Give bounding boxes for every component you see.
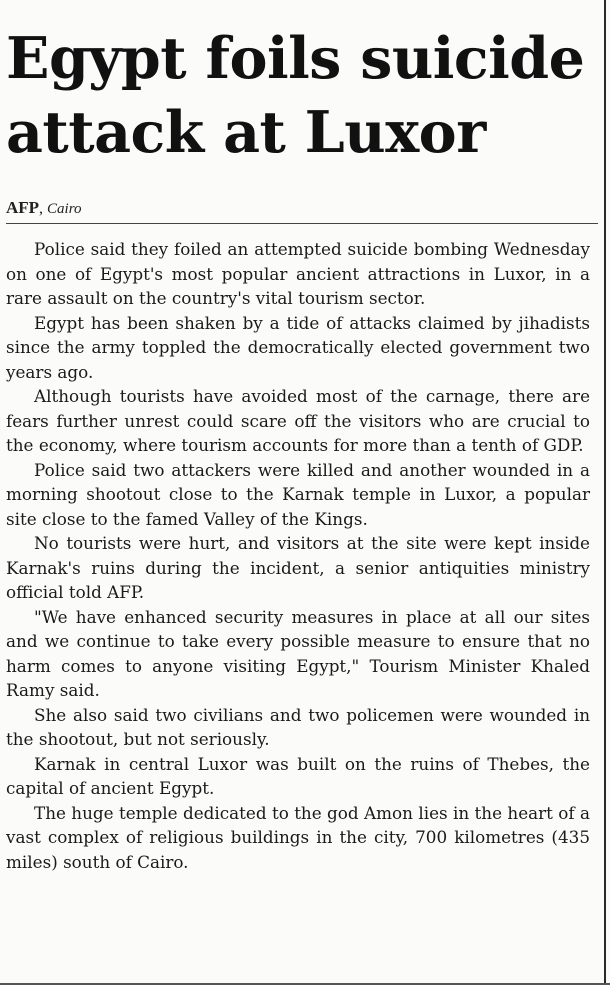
- headline: [6, 22, 596, 170]
- paragraph: Police said they foiled an attempted suicide bombing Wednesday on one of Egypt's most popular ancient attractions in Luxor, in a rare assault on the country's vital tourism sector.: [6, 239, 590, 308]
- byline: [6, 198, 82, 219]
- column-rule: [604, 0, 606, 985]
- byline-dateline: Cairo: [47, 201, 82, 217]
- paragraph: She also said two civilians and two policemen were wounded in the shootout, but not seriously.: [6, 704, 590, 749]
- article-body: [6, 237, 590, 874]
- byline-agency: AFP: [6, 198, 40, 217]
- byline-divider: [6, 223, 598, 224]
- byline-separator: ,: [39, 200, 48, 217]
- paragraph: No tourists were hurt, and visitors at the site were kept inside Karnak's ruins during the incident, a senior antiquities ministry official told AFP.: [6, 533, 590, 602]
- paragraph: "We have enhanced security measures in place at all our sites and we continue to take every possible measure to ensure that no harm comes to anyone visiting Egypt," Tourism Minister Khaled Ramy said.: [6, 606, 590, 700]
- headline-line-2: attack at Luxor: [6, 99, 486, 166]
- paragraph: Police said two attackers were killed and another wounded in a morning shootout close to the Karnak temple in Luxor, a popular site close to the famed Valley of the Kings.: [6, 459, 590, 529]
- paragraph: Although tourists have avoided most of the carnage, there are fears further unrest could scare off the visitors who are crucial to the economy, where tourism accounts for more than a tenth of GDP.: [6, 386, 590, 455]
- paragraph: The huge temple dedicated to the god Amon lies in the heart of a vast complex of religious buildings in the city, 700 kilometres (435 miles) south of Cairo.: [6, 802, 590, 872]
- paragraph: Egypt has been shaken by a tide of attacks claimed by jihadists since the army toppled the democratically elected government two years ago.: [6, 312, 590, 382]
- paragraph: Karnak in central Luxor was built on the ruins of Thebes, the capital of ancient Egypt.: [6, 753, 590, 798]
- headline-line-1: Egypt foils suicide: [6, 25, 585, 92]
